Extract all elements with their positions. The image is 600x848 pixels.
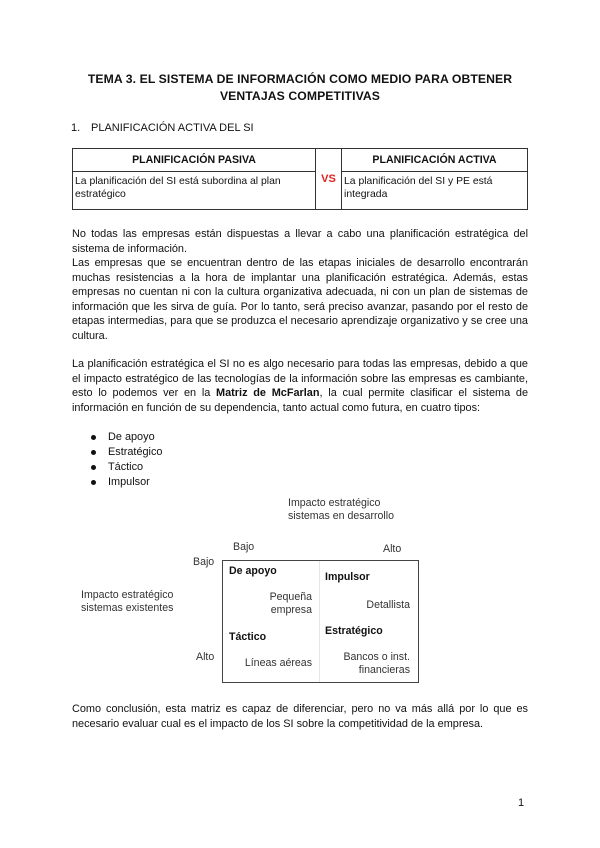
top-axis-title: Impacto estratégico sistemas en desarrollo [288, 497, 394, 522]
paragraph-1a: No todas las empresas están dispuestas a llevar a cabo una planificación estratégica del sistema de información. [72, 228, 528, 255]
paragraph-1 [72, 227, 528, 343]
comparison-table [72, 148, 528, 210]
section-heading [71, 121, 254, 135]
quadrant-tactical-title: Táctico [229, 631, 267, 643]
top-axis-low: Bajo [233, 541, 255, 553]
section-number: 1. [71, 122, 81, 134]
top-axis-high: Alto [383, 543, 402, 555]
vs-label: VS [316, 149, 342, 210]
quadrant-support-title: De apoyo [229, 565, 277, 577]
title-line-1: TEMA 3. EL SISTEMA DE INFORMACIÓN COMO MEDIO PARA OBTENER [87, 72, 513, 86]
quadrant-driver-title: Impulsor [325, 571, 370, 583]
left-axis-high: Alto [196, 651, 215, 663]
list-item: Impulsor [72, 475, 162, 490]
list-item: Estratégico [72, 445, 162, 460]
paragraph-2-text-after: , la cual permite clasificar el sistema de información en función de su dependencia, tanto actual como futura, en cuatro tipos: [72, 387, 528, 414]
quadrant-tactical-example: Líneas aéreas [244, 657, 312, 669]
types-list [72, 430, 162, 490]
paragraph-2 [72, 357, 528, 415]
header-active-planning: PLANIFICACIÓN ACTIVA [342, 149, 528, 172]
section-label: PLANIFICACIÓN ACTIVA DEL SI [91, 122, 254, 134]
quadrant-driver-example: Detallista [366, 599, 410, 611]
paragraph-2-text-before: La planificación estratégica el SI no es algo necesario para todas las empresas, debido a que el impacto estratégico de las tecnologías de la información sobre las empresas es cambiante, esto lo podemos ver en la [72, 358, 528, 399]
list-item: De apoyo [72, 430, 162, 445]
quadrant-support-example: Pequeña empresa [269, 591, 312, 616]
title-line-2: VENTAJAS COMPETITIVAS [219, 89, 381, 103]
quadrant-strategic-example: Bancos o inst. financieras [343, 651, 410, 676]
header-passive-planning: PLANIFICACIÓN PASIVA [73, 149, 316, 172]
passive-planning-description: La planificación del SI está subordina al plan estratégico [73, 172, 316, 210]
list-item: Táctico [72, 460, 162, 475]
matrix-divider [319, 561, 320, 682]
conclusion-paragraph: Como conclusión, esta matriz es capaz de diferenciar, pero no va más allá por lo que es necesario evaluar cual es el impacto de los SI sobre la competitividad de la empresa. [72, 703, 528, 730]
matrix-grid [222, 560, 419, 683]
paragraph-1b: Las empresas que se encuentran dentro de las etapas iniciales de desarrollo encontrarán muchas resistencias a la hora de implantar una planificación estratégica. Además, estas empresas no cuentan ni con la cultura organizativa adecuada, ni con un plan de sistemas de información que les sirva de guía. Por lo tanto, será preciso avanzar, pasando por el resto de etapas intermedias, para que se produzca el necesario aprendizaje organizativo y se cree una cultura. [72, 257, 528, 342]
left-axis-title: Impacto estratégico sistemas existentes [81, 589, 174, 614]
document-title [60, 71, 540, 105]
page-number: 1 [518, 797, 525, 809]
mcfarlan-matrix-term: Matriz de McFarlan [216, 387, 320, 399]
active-planning-description: La planificación del SI y PE está integrada [342, 172, 528, 210]
left-axis-low: Bajo [193, 556, 215, 568]
quadrant-strategic-title: Estratégico [325, 625, 383, 637]
